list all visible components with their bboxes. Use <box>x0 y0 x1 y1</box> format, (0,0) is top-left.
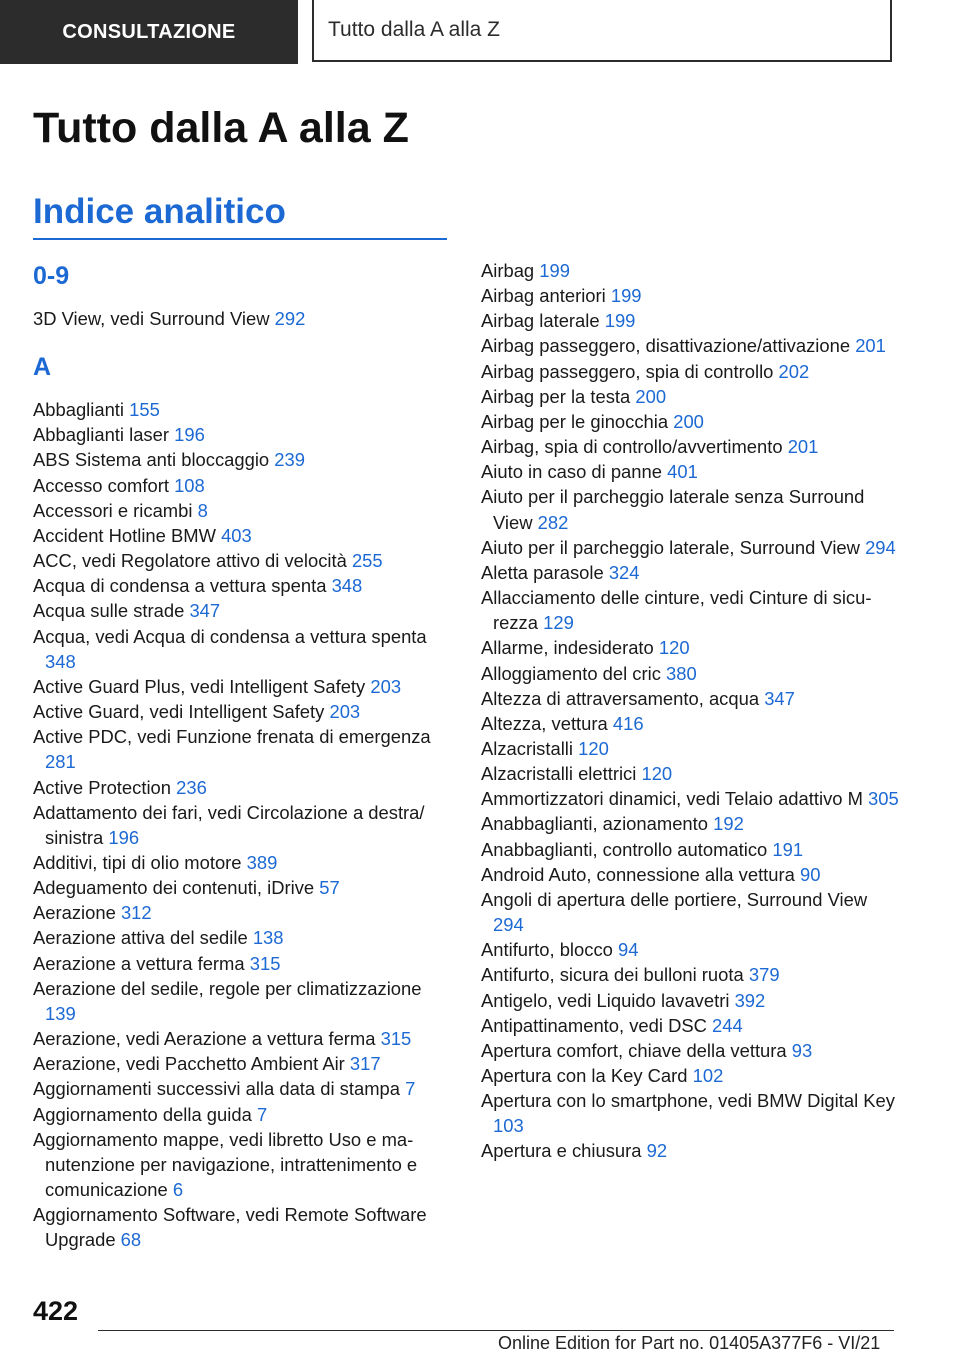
entry-text: Antifurto, blocco <box>481 939 613 961</box>
entry-page-link[interactable]: 199 <box>604 310 636 332</box>
entry-page-link[interactable]: 120 <box>641 763 673 785</box>
entry-text: Adeguamento dei contenuti, iDrive <box>33 877 315 899</box>
entry-text: Acqua, vedi Acqua di condensa a vettura spenta <box>33 625 427 647</box>
index-entry <box>33 775 453 800</box>
entry-page-link[interactable]: 379 <box>748 964 780 986</box>
entry-text: Aerazione a vettura ferma <box>33 952 245 974</box>
index-entry <box>33 1202 453 1252</box>
index-entry <box>33 548 453 573</box>
entry-page-link[interactable]: 401 <box>667 461 698 483</box>
entry-page-link[interactable]: 317 <box>349 1053 381 1075</box>
index-entry <box>33 306 453 331</box>
index-entry <box>33 875 453 900</box>
entry-text: Abbaglianti laser <box>33 424 169 446</box>
index-entry <box>33 850 453 875</box>
entry-text: Aletta parasole <box>481 561 604 583</box>
index-entry <box>33 598 453 623</box>
entry-text: Aiuto per il parcheggio laterale senza Surround View <box>481 486 865 533</box>
index-entry <box>33 397 453 422</box>
entry-page-link[interactable]: 120 <box>578 737 609 759</box>
entry-page-link[interactable]: 244 <box>712 1014 743 1036</box>
entry-page-link[interactable]: 294 <box>493 914 524 936</box>
entry-page-link[interactable]: 200 <box>635 385 667 407</box>
entry-page-link[interactable]: 192 <box>713 813 744 835</box>
index-entry <box>33 498 453 523</box>
entry-page-link[interactable]: 201 <box>787 436 819 458</box>
entry-text: Apertura comfort, chiave della vettura <box>481 1039 787 1061</box>
entry-page-link[interactable]: 196 <box>108 826 140 848</box>
entry-page-link[interactable]: 138 <box>252 927 284 949</box>
index-entry <box>481 811 901 836</box>
entry-text: Alzacristalli <box>481 737 573 759</box>
index-entry <box>481 258 901 283</box>
index-entry <box>481 786 901 811</box>
index-entry <box>481 333 901 358</box>
group-letter-heading: 0-9 <box>33 262 70 290</box>
entry-text: Aggiornamento Software, vedi Remote Software Upgrade <box>33 1204 427 1251</box>
entry-text: Aerazione, vedi Pacchetto Ambient Air <box>33 1053 345 1075</box>
entry-page-link[interactable]: 94 <box>618 939 639 961</box>
index-entry <box>481 585 901 635</box>
section-tab <box>0 0 298 64</box>
entry-page-link[interactable]: 6 <box>172 1179 184 1200</box>
index-entry <box>33 925 453 950</box>
entry-text: ABS Sistema anti bloccaggio <box>33 449 270 471</box>
index-entry <box>481 661 901 686</box>
entry-page-link[interactable]: 102 <box>692 1065 724 1086</box>
index-entry <box>481 1013 901 1038</box>
entry-text: Active PDC, vedi Funzione frenata di emergenza <box>33 726 431 748</box>
page-title: Tutto dalla A alla Z <box>33 104 409 152</box>
entry-text: Angoli di apertura delle portiere, Surround View <box>481 888 868 910</box>
entry-text: Ammortizzatori dinamici, vedi Telaio adattivo M <box>481 788 863 810</box>
entry-text: Altezza, vettura <box>481 712 608 734</box>
entry-text: Aggiornamento mappe, vedi libretto Uso e manutenzione per navigazione, intrattenimento e comunicazione <box>33 1128 418 1200</box>
index-entry <box>481 308 901 333</box>
index-entry <box>481 686 901 711</box>
entry-text: Alloggiamento del cric <box>481 662 661 684</box>
entry-text: Anabbaglianti, azionamento <box>481 813 708 835</box>
index-entry <box>481 711 901 736</box>
index-entry <box>481 409 901 434</box>
entry-text: Airbag laterale <box>481 310 600 332</box>
index-entry <box>481 887 901 937</box>
index-entry <box>33 422 453 447</box>
entry-page-link[interactable]: 236 <box>176 776 207 798</box>
entry-page-link[interactable]: 282 <box>537 511 569 533</box>
index-entry <box>481 761 901 786</box>
entry-page-link[interactable]: 380 <box>666 662 697 684</box>
entry-page-link[interactable]: 196 <box>174 424 205 446</box>
index-entry <box>33 1026 453 1051</box>
entry-text: Aerazione, vedi Aerazione a vettura ferma <box>33 1028 376 1050</box>
index-entry <box>33 473 453 498</box>
entry-page-link[interactable]: 305 <box>868 788 899 810</box>
entry-page-link[interactable]: 281 <box>45 751 76 773</box>
index-entry <box>481 459 901 484</box>
entry-page-link[interactable]: 389 <box>246 851 278 873</box>
entry-text: Alzacristalli elettrici <box>481 763 637 785</box>
index-entry <box>481 1038 901 1063</box>
entry-text: Abbaglianti <box>33 399 125 421</box>
index-entry <box>33 447 453 472</box>
entry-page-link[interactable]: 8 <box>197 499 208 521</box>
index-entry <box>481 384 901 409</box>
index-entry <box>33 951 453 976</box>
entry-page-link[interactable]: 201 <box>855 335 886 357</box>
entry-text: Aerazione del sedile, regole per climatizzazione <box>33 977 422 999</box>
index-entry <box>481 484 901 534</box>
index-entry <box>33 523 453 548</box>
index-column-left <box>33 258 453 1270</box>
index-entry <box>481 937 901 962</box>
entry-page-link[interactable]: 315 <box>380 1028 412 1050</box>
index-entry <box>33 1127 453 1202</box>
index-entry <box>481 736 901 761</box>
entry-text: Aggiornamenti successivi alla data di stampa <box>33 1078 400 1100</box>
entry-text: Active Guard, vedi Intelligent Safety <box>33 701 325 723</box>
index-entry <box>33 573 453 598</box>
entry-text: Airbag passeggero, disattivazione/attivazione <box>481 335 851 357</box>
page-number: 422 <box>33 1296 79 1326</box>
entry-page-link[interactable]: 202 <box>778 360 810 382</box>
index-entry <box>33 1076 453 1101</box>
entry-text: Apertura e chiusura <box>481 1140 642 1162</box>
entry-page-link[interactable]: 403 <box>221 524 252 546</box>
index-entry <box>481 283 901 308</box>
entry-text: Active Protection <box>33 776 171 798</box>
entry-page-link[interactable]: 312 <box>120 902 152 924</box>
entry-page-link[interactable]: 416 <box>612 712 644 734</box>
index-entry <box>481 988 901 1013</box>
entry-text: Android Auto, connessione alla vettura <box>481 863 795 885</box>
entry-text: Adattamento dei fari, vedi Circolazione a destra/ sinistra <box>33 801 425 848</box>
entry-text: Active Guard Plus, vedi Intelligent Safety <box>33 675 366 697</box>
entry-page-link[interactable]: 129 <box>543 612 574 634</box>
entry-text: Aerazione attiva del sedile <box>33 927 248 949</box>
entry-page-link[interactable]: 108 <box>174 474 205 496</box>
entry-text: Allacciamento delle cinture, vedi Cinture di sicurezza <box>481 587 872 634</box>
entry-text: Altezza di attraversamento, acqua <box>481 687 760 709</box>
entry-text: 3D View, vedi Surround View <box>33 308 270 329</box>
entry-page-link[interactable]: 199 <box>610 285 642 307</box>
entry-text: Accessori e ricambi <box>33 499 193 521</box>
entry-text: Aiuto in caso di panne <box>481 461 662 483</box>
entry-text: Aerazione <box>33 902 116 924</box>
entry-page-link[interactable]: 203 <box>370 675 402 697</box>
entry-page-link[interactable]: 90 <box>800 863 821 885</box>
group-letter-heading: A <box>33 353 52 382</box>
footer-edition: Online Edition for Part no. 01405A377F6 - VI/21 <box>498 1333 881 1353</box>
entry-text: Airbag passeggero, spia di controllo <box>481 360 774 382</box>
entry-page-link[interactable]: 294 <box>865 536 896 558</box>
index-entry <box>481 535 901 560</box>
entry-page-link[interactable]: 155 <box>129 399 160 421</box>
entry-page-link[interactable]: 103 <box>493 1115 524 1137</box>
entry-text: Apertura con lo smartphone, vedi BMW Digital Key <box>481 1090 895 1112</box>
entry-page-link[interactable]: 392 <box>734 989 766 1011</box>
chapter-tab <box>312 0 892 62</box>
entry-page-link[interactable]: 348 <box>331 575 363 597</box>
entry-text: Antifurto, sicura dei bulloni ruota <box>481 964 744 986</box>
entry-text: Apertura con la Key Card <box>481 1065 688 1086</box>
entry-text: Airbag per la testa <box>481 385 631 407</box>
entry-page-link[interactable]: 324 <box>608 561 640 583</box>
entry-page-link[interactable]: 239 <box>274 449 305 471</box>
entry-page-link[interactable]: 348 <box>45 650 76 672</box>
entry-page-link[interactable]: 292 <box>274 308 306 329</box>
index-entry <box>481 1088 901 1138</box>
index-entry <box>33 699 453 724</box>
entry-page-link[interactable]: 68 <box>120 1229 142 1251</box>
index-entry <box>481 635 901 660</box>
section-tab-label: CONSULTAZIONE <box>62 20 236 43</box>
entry-page-link[interactable]: 93 <box>791 1039 813 1061</box>
entry-page-link[interactable]: 191 <box>772 838 804 860</box>
entry-text: Aggiornamento della guida <box>33 1103 252 1125</box>
index-entry <box>481 837 901 862</box>
entry-page-link[interactable]: 92 <box>646 1140 668 1162</box>
entry-text: Antipattinamento, vedi DSC <box>481 1014 707 1036</box>
index-entry <box>481 962 901 987</box>
section-heading: Indice analitico <box>33 192 286 231</box>
index-entry <box>33 976 453 1026</box>
entry-text: Airbag, spia di controllo/avvertimento <box>481 436 783 458</box>
entry-text: ACC, vedi Regolatore attivo di velocità <box>33 550 347 572</box>
entry-text: Accident Hotline BMW <box>33 524 216 546</box>
entry-page-link[interactable]: 57 <box>319 877 340 899</box>
entry-text: Acqua sulle strade <box>33 600 185 622</box>
entry-text: Airbag per le ginocchia <box>481 410 669 432</box>
entry-text: Anabbaglianti, controllo automatico <box>481 838 768 860</box>
heading-divider <box>33 238 447 240</box>
entry-text: Accesso comfort <box>33 474 169 496</box>
footer-divider <box>98 1330 894 1331</box>
entry-page-link[interactable]: 255 <box>351 550 383 572</box>
index-entry <box>33 674 453 699</box>
entry-text: Aiuto per il parcheggio laterale, Surround View <box>481 536 860 558</box>
entry-page-link[interactable]: 200 <box>673 410 704 432</box>
entry-page-link[interactable]: 7 <box>256 1103 268 1125</box>
entry-page-link[interactable]: 203 <box>329 701 361 723</box>
entry-text: Airbag <box>481 260 535 281</box>
index-entry <box>481 434 901 459</box>
entry-text: Antigelo, vedi Liquido lavavetri <box>481 989 730 1011</box>
entry-page-link[interactable]: 315 <box>249 952 281 974</box>
entry-page-link[interactable]: 199 <box>539 260 570 281</box>
index-entry <box>481 1063 901 1088</box>
index-entry <box>33 1051 453 1076</box>
index-group <box>33 258 453 331</box>
index-entry <box>33 900 453 925</box>
chapter-tab-label: Tutto dalla A alla Z <box>328 18 500 41</box>
entry-page-link[interactable]: 120 <box>658 637 690 659</box>
entry-text: Acqua di condensa a vettura spenta <box>33 575 327 597</box>
index-entry <box>33 624 453 674</box>
entry-text: Allarme, indesiderato <box>481 637 654 659</box>
index-entry <box>481 1138 901 1163</box>
index-entry <box>481 359 901 384</box>
index-entry <box>481 560 901 585</box>
index-column-right <box>481 258 901 1164</box>
index-entry <box>33 1102 453 1127</box>
entry-text: Airbag anteriori <box>481 285 606 307</box>
index-entry <box>33 800 453 850</box>
entry-page-link[interactable]: 347 <box>189 600 221 622</box>
entry-page-link[interactable]: 7 <box>405 1078 416 1100</box>
index-group <box>33 349 453 1252</box>
entry-page-link[interactable]: 347 <box>764 687 795 709</box>
entry-page-link[interactable]: 139 <box>45 1002 76 1024</box>
index-entry <box>481 862 901 887</box>
entry-text: Additivi, tipi di olio motore <box>33 851 242 873</box>
index-entry <box>33 724 453 774</box>
